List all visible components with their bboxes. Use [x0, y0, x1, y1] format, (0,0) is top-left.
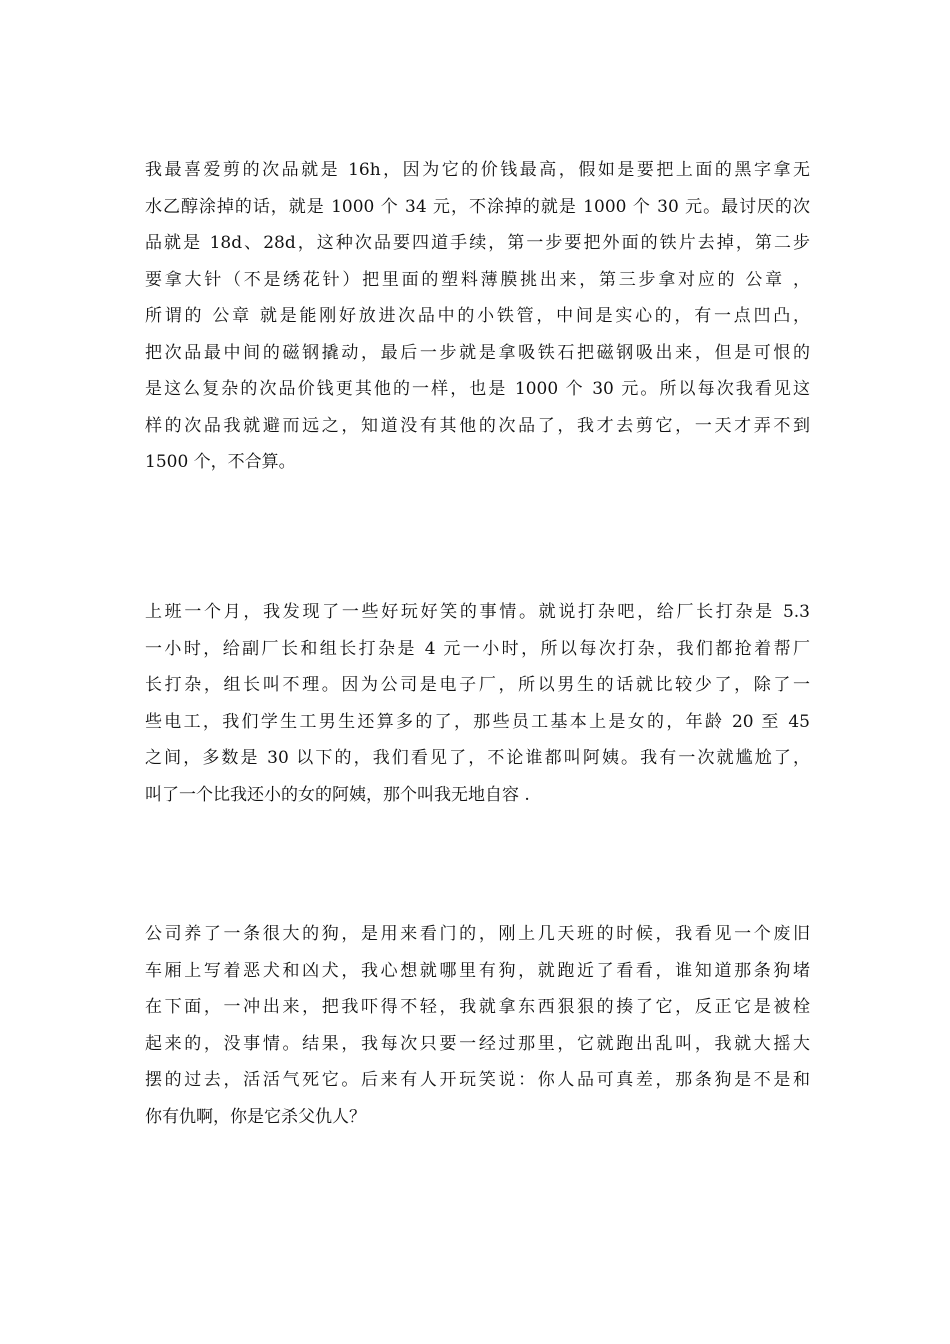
text-line: 摆的过去，活活气死它。后来有人开玩笑说：你人品可真差，那条狗是不是和	[145, 1070, 810, 1090]
text-line: 你有仇啊，你是它杀父仇人？	[145, 1106, 366, 1127]
text-line: 公司养了一条很大的狗，是用来看门的，刚上几天班的时候，我看见一个废旧	[145, 924, 810, 944]
text-line: 起来的，没事情。结果，我每次只要一经过那里，它就跑出乱叫，我就大摇大	[145, 1033, 810, 1054]
text-line: 把次品最中间的磁钢撬动，最后一步就是拿吸铁石把磁钢吸出来，但是可恨的	[145, 342, 810, 363]
text-line: 之间，多数是 30 以下的，我们看见了，不论谁都叫阿姨。我有一次就尴尬了，	[145, 748, 810, 768]
paragraph-guard-dog	[145, 916, 810, 1135]
text-line: 我最喜爱剪的次品就是 16h，因为它的价钱最高，假如是要把上面的黑字拿无	[145, 160, 810, 180]
text-line: 些电工，我们学生工男生还算多的了，那些员工基本上是女的，年龄 20 至 45	[145, 711, 810, 732]
text-line: 长打杂，组长叫不理。因为公司是电子厂，所以男生的话就比较少了，除了一	[145, 675, 810, 695]
text-line: 水乙醇涂掉的话，就是 1000 个 34 元，不涂掉的就是 1000 个 30 元。最讨厌的次	[145, 196, 810, 217]
text-line: 叫了一个比我还小的女的阿姨，那个叫我无地自容 .	[145, 784, 530, 805]
text-line: 上班一个月，我发现了一些好玩好笑的事情。就说打杂吧，给厂长打杂是 5.3	[145, 602, 810, 622]
text-line: 一小时，给副厂长和组长打杂是 4 元一小时，所以每次打杂，我们都抢着帮厂	[145, 638, 810, 659]
text-line: 要拿大针（不是绣花针）把里面的塑料薄膜挑出来，第三步拿对应的 公章 ，	[145, 269, 810, 290]
text-line: 在下面，一冲出来，把我吓得不轻，我就拿东西狠狠的揍了它，反正它是被栓	[145, 997, 810, 1017]
paragraph-odd-jobs	[145, 594, 810, 813]
text-line: 是这么复杂的次品价钱更其他的一样，也是 1000 个 30 元。所以每次我看见这	[145, 379, 810, 399]
text-line: 1500 个，不合算。	[145, 452, 296, 472]
text-line: 样的次品我就避而远之，知道没有其他的次品了，我才去剪它，一天才弄不到	[145, 415, 810, 436]
paragraph-defective-products	[145, 152, 810, 481]
text-line: 品就是 18d、28d，这种次品要四道手续，第一步要把外面的铁片去掉，第二步	[145, 233, 810, 253]
text-line: 所谓的 公章 就是能刚好放进次品中的小铁管，中间是实心的，有一点凹凸，	[145, 306, 810, 326]
text-line: 车厢上写着恶犬和凶犬，我心想就哪里有狗，就跑近了看看，谁知道那条狗堵	[145, 960, 810, 981]
